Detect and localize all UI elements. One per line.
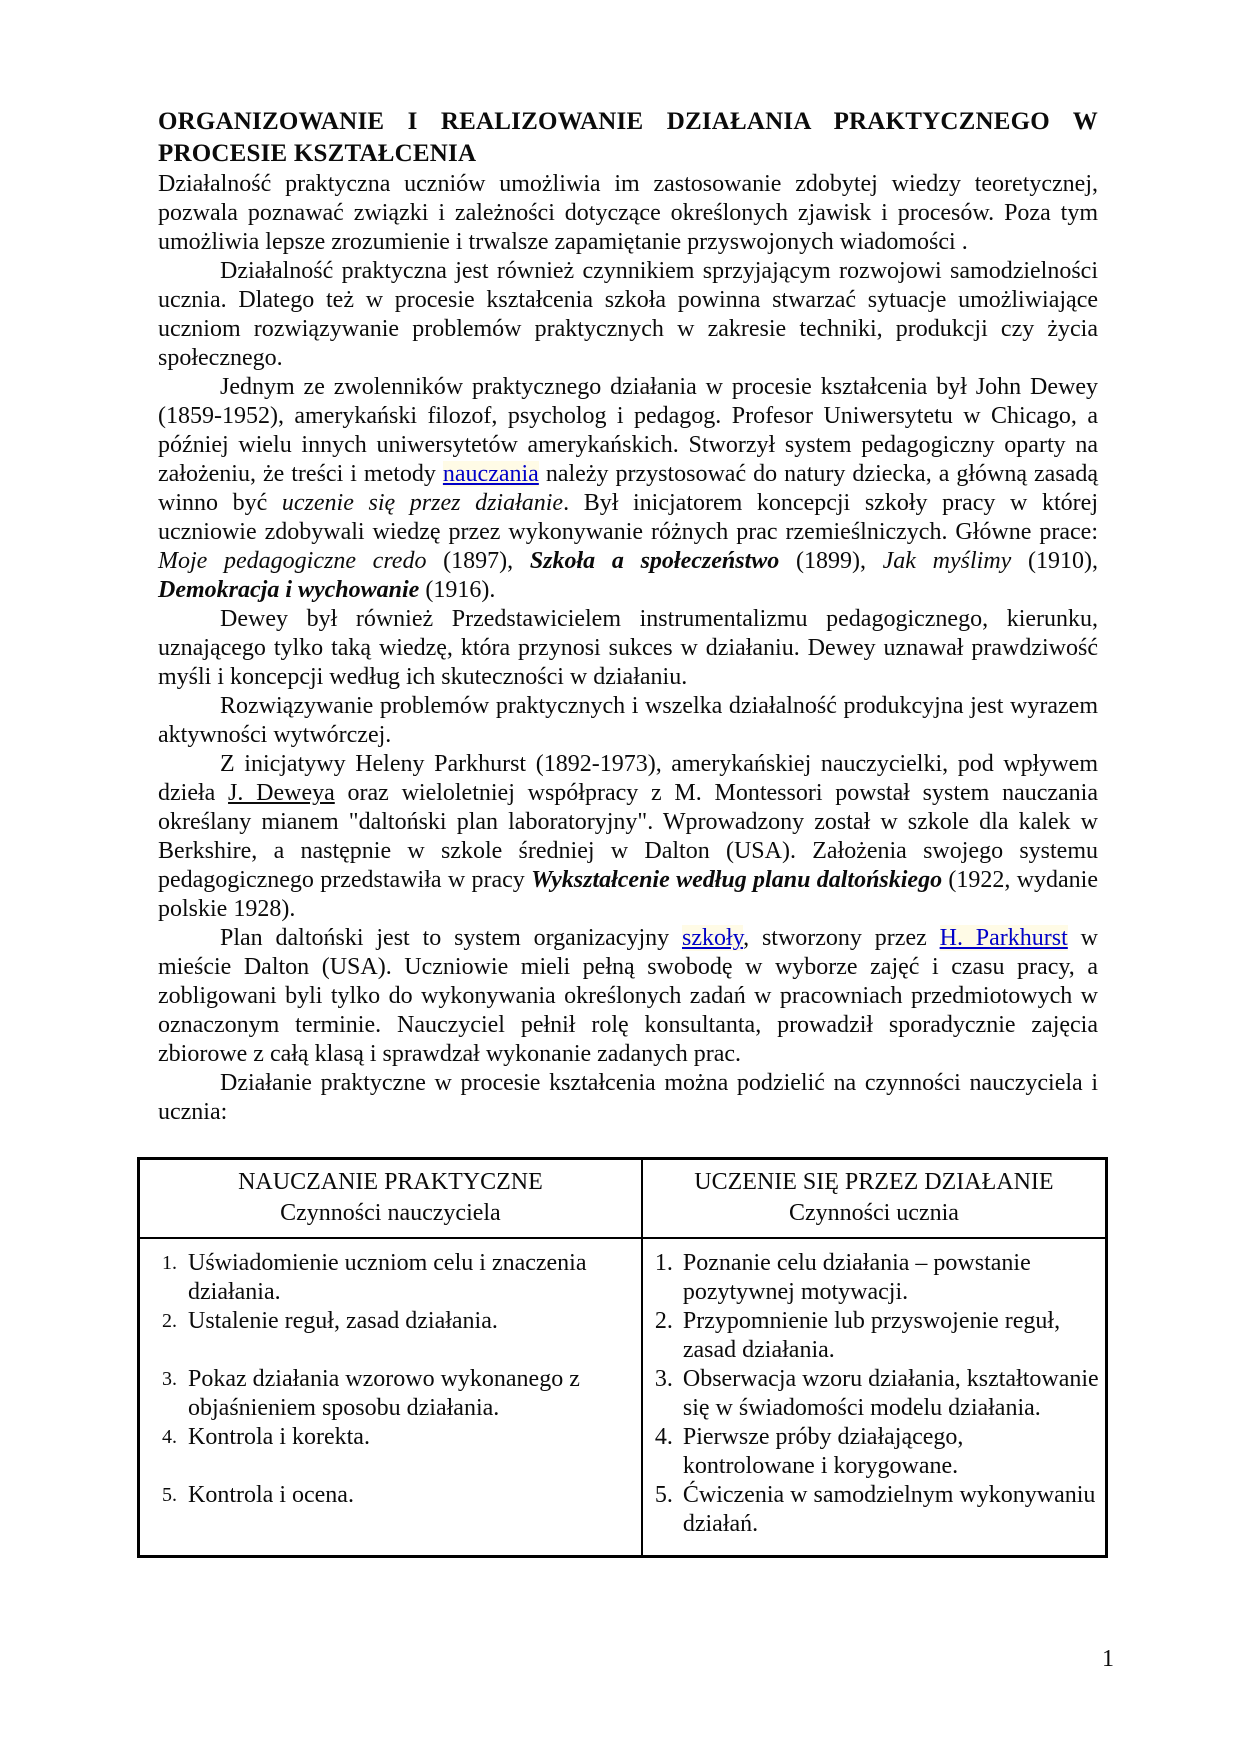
table-header-learning	[642, 1159, 1107, 1239]
table-list-item	[643, 1249, 1101, 1307]
text-run: (1916).	[419, 577, 496, 603]
text-run: Jednym ze zwolenników praktycznego działania w procesie kształcenia był John Dewey (1859-1952), amerykański filozof, psycholog i pedagog. Profesor Uniwersytetu w Chicago, a później wielu innych uniwersytetów amerykańskich. Stworzył system pedagogiczny oparty na założeniu, że treści i metody	[158, 374, 1098, 487]
table-list-item	[140, 1307, 637, 1336]
table-list-item	[643, 1423, 1101, 1481]
activities-table	[137, 1157, 1108, 1558]
list-item-number: 5.	[162, 1484, 177, 1506]
list-item-number: 4.	[162, 1426, 177, 1448]
document-title	[158, 106, 1098, 170]
table-header-teaching	[139, 1159, 642, 1239]
table-header-teaching-title: NAUCZANIE PRAKTYCZNE	[238, 1169, 543, 1195]
list-item-text: Uświadomienie uczniom celu i znaczenia działania.	[188, 1250, 587, 1305]
table-list-item	[140, 1481, 637, 1510]
list-item-number: 1.	[162, 1252, 177, 1274]
document-body	[158, 170, 1098, 1127]
document-title-line1: ORGANIZOWANIE I REALIZOWANIE DZIAŁANIA PRAKTYCZNEGO W	[158, 108, 1098, 135]
table-list-item	[140, 1423, 637, 1452]
text-run: Działanie praktyczne w procesie kształcenia można podzielić na czynności nauczyciela i ucznia:	[158, 1070, 1098, 1125]
table-list-item	[140, 1365, 637, 1423]
list-item-text: Poznanie celu działania – powstanie pozytywnej motywacji.	[682, 1250, 1031, 1305]
link-nauczania[interactable]: nauczania	[442, 461, 539, 487]
list-item-text: Obserwacja wzoru działania, kształtowanie się w świadomości modelu działania.	[682, 1366, 1099, 1421]
paragraph-5	[158, 692, 1098, 750]
list-item-number: 1.	[654, 1250, 673, 1276]
page-number: 1	[1102, 1646, 1114, 1672]
list-item-text: Ćwiczenia w samodzielnym wykonywaniu działań.	[682, 1482, 1096, 1537]
link-h-parkhurst[interactable]: H. Parkhurst	[939, 925, 1068, 951]
table-list-item	[140, 1249, 637, 1307]
text-run: należy przystosować do natury dziecka, a główną zasadą winno być	[158, 461, 1098, 516]
table-list-item	[643, 1365, 1101, 1423]
paragraph-3	[158, 373, 1098, 605]
text-run: Demokracja i wychowanie	[158, 577, 420, 603]
paragraph-2	[158, 257, 1098, 373]
text-run: , stworzony przez	[743, 925, 940, 951]
text-run: (1910),	[1011, 548, 1098, 574]
underlined-j-deweya: J. Deweya	[228, 780, 335, 806]
list-item-text: Kontrola i korekta.	[188, 1424, 370, 1450]
list-item-text: Pokaz działania wzorowo wykonanego z objaśnieniem sposobu działania.	[188, 1366, 580, 1421]
list-item-number: 3.	[654, 1366, 673, 1392]
table-list-item	[643, 1307, 1101, 1365]
paragraph-1	[158, 170, 1098, 257]
table-body-row	[139, 1238, 1107, 1557]
table-header-teaching-subtitle: Czynności nauczyciela	[280, 1200, 501, 1226]
text-run: Działalność praktyczna jest również czynnikiem sprzyjającym rozwojowi samodzielności ucznia. Dlatego też w procesie kształcenia szkoła powinna stwarzać sytuacje umożliwiające uczniom rozwiązywanie problemów praktycznych w zakresie techniki, produkcji czy życia społecznego.	[158, 258, 1098, 371]
text-run: Rozwiązywanie problemów praktycznych i wszelka działalność produkcyjna jest wyrazem aktywności wytwórczej.	[158, 693, 1098, 748]
document-title-line2: PROCESIE KSZTAŁCENIA	[158, 140, 477, 167]
paragraph-6	[158, 750, 1098, 924]
document-content	[158, 106, 1098, 1558]
list-item-number: 4.	[654, 1424, 673, 1450]
list-item-number: 2.	[162, 1310, 177, 1332]
paragraph-4	[158, 605, 1098, 692]
text-run: Jak myślimy	[882, 548, 1012, 574]
list-item-number: 3.	[162, 1368, 177, 1390]
text-run: Plan daltoński jest to system organizacyjny	[220, 925, 682, 951]
text-run: . Był inicjatorem koncepcji szkoły pracy w której uczniowie zdobywali wiedzę przez wykonywanie różnych prac rzemieślniczych. Główne prace:	[158, 490, 1098, 545]
link-szkoly[interactable]: szkoły	[681, 925, 744, 951]
text-run: oraz wieloletniej współpracy z M. Montessori powstał system nauczania określany mianem "daltoński plan laboratoryjny". Wprowadzony został w szkole dla kalek w Berkshire, a następnie w szkole średniej w Dalton (USA). Założenia swojego systemu pedagogicznego przedstawiła w pracy	[158, 780, 1098, 893]
table-list-item	[643, 1481, 1101, 1539]
text-run: Wykształcenie według planu daltońskiego	[531, 867, 943, 893]
text-run: (1922, wydanie polskie 1928).	[158, 867, 1098, 922]
text-run: uczenie się przez działanie	[281, 490, 564, 516]
text-run: Moje pedagogiczne credo	[158, 548, 427, 574]
text-run: w mieście Dalton (USA). Uczniowie mieli pełną swobodę w wyborze zajęć i czasu pracy, a zobligowani byli tylko do wykonywania określonych zadań w pracowniach przedmiotowych w oznaczonym terminie. Nauczyciel pełnił rolę konsultanta, prowadził sporadycznie zajęcia zbiorowe z całą klasą i sprawdzał wykonanie zadanych prac.	[158, 925, 1098, 1067]
table-header-row	[139, 1159, 1107, 1239]
teacher-activities-cell	[139, 1238, 642, 1557]
list-item-text: Ustalenie reguł, zasad działania.	[188, 1308, 498, 1334]
text-run: Dewey był również Przedstawicielem instrumentalizmu pedagogicznego, kierunku, uznającego tylko taką wiedzę, która przynosi sukces w działaniu. Dewey uznawał prawdziwość myśli i koncepcji według ich skuteczności w działaniu.	[158, 606, 1098, 690]
text-run: Z inicjatywy Heleny Parkhurst (1892-1973), amerykańskiej nauczycielki, pod wpływem dzieła	[158, 751, 1098, 806]
text-run: Działalność praktyczna uczniów umożliwia im zastosowanie zdobytej wiedzy teoretycznej, pozwala poznawać związki i zależności dotyczące określonych zjawisk i procesów. Poza tym umożliwia lepsze zrozumienie i trwalsze zapamiętanie przyswojonych wiadomości .	[158, 171, 1098, 255]
student-activities-cell	[642, 1238, 1107, 1557]
text-run: (1897),	[426, 548, 530, 574]
list-item-number: 5.	[654, 1482, 673, 1508]
paragraph-7	[158, 924, 1098, 1069]
text-run: (1899),	[779, 548, 883, 574]
list-item-text: Kontrola i ocena.	[188, 1482, 354, 1508]
list-item-text: Pierwsze próby działającego, kontrolowane i korygowane.	[682, 1424, 964, 1479]
table-header-learning-subtitle: Czynności ucznia	[788, 1200, 959, 1226]
list-item-text: Przypomnienie lub przyswojenie reguł, zasad działania.	[682, 1308, 1061, 1363]
text-run: Szkoła a społeczeństwo	[529, 548, 780, 574]
list-item-number: 2.	[654, 1308, 673, 1334]
table-header-learning-title: UCZENIE SIĘ PRZEZ DZIAŁANIE	[694, 1169, 1054, 1195]
paragraph-8	[158, 1069, 1098, 1127]
